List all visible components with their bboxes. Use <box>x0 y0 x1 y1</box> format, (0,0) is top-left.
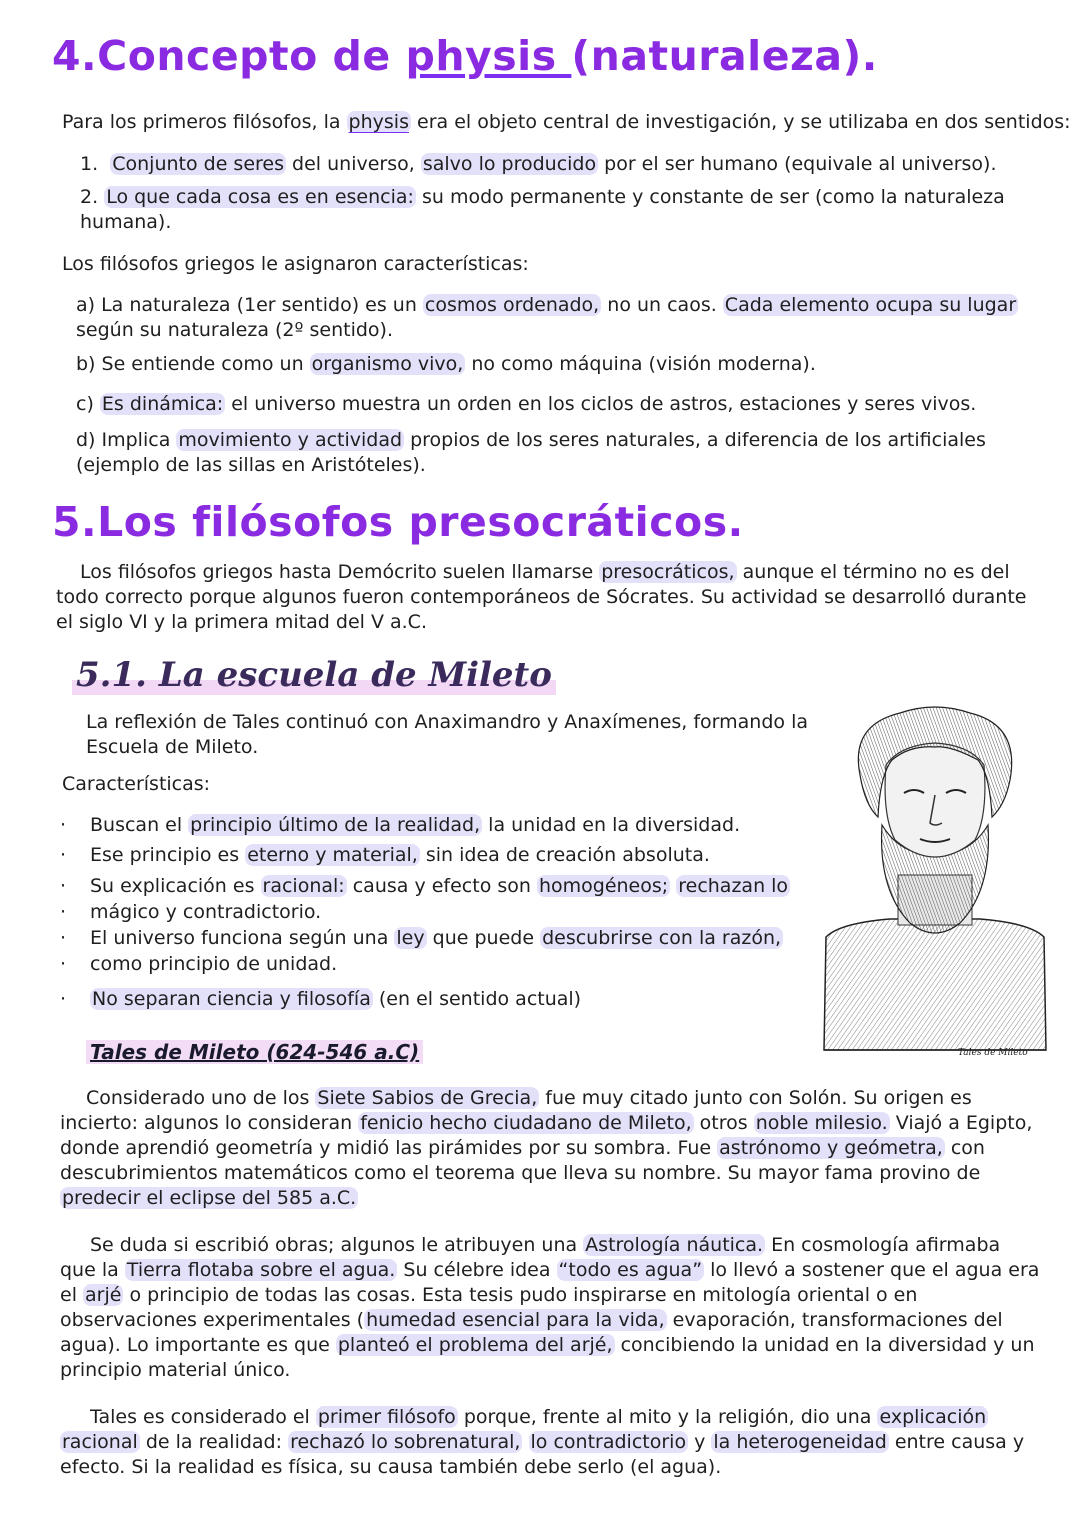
tales-p2-l2: que la Tierra flotaba sobre el agua. Su célebre idea “todo es agua” lo llevó a sostener que el agua era <box>60 1259 1040 1281</box>
title-text-end: (naturaleza). <box>571 32 878 80</box>
title-text: Concepto de <box>97 32 406 80</box>
tales-p2-l6: principio material único. <box>60 1359 291 1381</box>
characteristic-a: a) La naturaleza (1er sentido) es un cosmos ordenado, no un caos. Cada elemento ocupa su lugar <box>76 294 1017 316</box>
list-item: 1. Conjunto de seres del universo, salvo lo producido por el ser humano (equivale al universo). <box>80 153 997 175</box>
mileto-intro-l2: Escuela de Mileto. <box>86 736 259 758</box>
bullet-item-5: No separan ciencia y filosofía (en el sentido actual) <box>92 988 582 1010</box>
characteristic-c: c) Es dinámica: el universo muestra un orden en los ciclos de astros, estaciones y seres vivos. <box>76 393 977 415</box>
tales-p1-l3: donde aprendió geometría y midió las pirámides por su sombra. Fue astrónomo y geómetra, con <box>60 1137 985 1159</box>
bullet-item-4-continued: como principio de unidad. <box>90 953 338 975</box>
characteristics-intro: Los filósofos griegos le asignaron características: <box>62 253 529 275</box>
tales-p2-l4: observaciones experimentales ( humedad esencial para la vida, evaporación, transformaciones del <box>60 1309 1003 1331</box>
characteristic-d-continued: (ejemplo de las sillas en Aristóteles). <box>76 454 426 476</box>
tales-bust-illustration <box>820 705 1048 1055</box>
tales-p1-l2: incierto: algunos lo consideran fenicio hecho ciudadano de Mileto, otros noble milesio. Viajó a Egipto, <box>60 1112 1033 1134</box>
bullet: · <box>60 927 67 949</box>
tales-heading: Tales de Mileto (624-546 a.C) <box>86 1040 423 1064</box>
characteristic-a-continued: según su naturaleza (2º sentido). <box>76 319 393 341</box>
bullet-item-4: El universo funciona según una ley que puede descubrirse con la razón, <box>90 927 782 949</box>
bullet: · <box>60 875 67 897</box>
characteristics-label: Características: <box>62 773 211 795</box>
list-item-continued: humana). <box>80 211 172 233</box>
tales-p3-l3: efecto. Si la realidad es física, su causa también debe serlo (el agua). <box>60 1456 722 1478</box>
tales-p2-l5: agua). Lo importante es que planteó el problema del arjé, concibiendo la unidad en la diversidad y un <box>60 1334 1035 1356</box>
tales-p3-l1: Tales es considerado el primer filósofo porque, frente al mito y la religión, dio una explicación <box>90 1406 987 1428</box>
section-5-intro-l3: el siglo VI y la primera mitad del V a.C. <box>56 611 427 633</box>
tales-p2-l3: el arjé o principio de todas las cosas. Esta tesis pudo inspirarse en mitología oriental o en <box>60 1284 918 1306</box>
characteristic-b: b) Se entiende como un organismo vivo, no como máquina (visión moderna). <box>76 353 816 375</box>
bullet-item-2: Ese principio es eterno y material, sin idea de creación absoluta. <box>90 844 710 866</box>
characteristic-d: d) Implica movimiento y actividad propios de los seres naturales, a diferencia de los artificiales <box>76 429 986 451</box>
section-5-1-title: 5.1. La escuela de Mileto <box>72 655 556 695</box>
bullet-item-3-continued: mágico y contradictorio. <box>90 901 322 923</box>
tales-p1-l1: Considerado uno de los Siete Sabios de Grecia, fue muy citado junto con Solón. Su origen es <box>86 1087 972 1109</box>
list-item: 2. Lo que cada cosa es en esencia: su modo permanente y constante de ser (como la naturaleza <box>80 186 1005 208</box>
section-number: 4. <box>52 32 98 80</box>
tales-p2-l1: Se duda si escribió obras; algunos le atribuyen una Astrología náutica. En cosmología afirmaba <box>90 1234 1001 1256</box>
bullet-item-3: Su explicación es racional: causa y efecto son homogéneos; rechazan lo <box>90 875 789 897</box>
title-physis: physis <box>405 32 572 80</box>
tales-p3-l2: racional de la realidad: rechazó lo sobrenatural, lo contradictorio y la heterogeneidad entre causa y <box>62 1431 1025 1453</box>
bullet: · <box>60 988 67 1010</box>
bullet-item-1: Buscan el principio último de la realidad, la unidad en la diversidad. <box>90 814 741 836</box>
bullet: · <box>60 953 67 975</box>
mileto-intro: La reflexión de Tales continuó con Anaximandro y Anaxímenes, formando la <box>86 711 808 733</box>
section-5-title: 5.Los filósofos presocráticos. <box>52 498 744 546</box>
section-5-intro: Los filósofos griegos hasta Demócrito suelen llamarse presocráticos, aunque el término no es del <box>80 561 1010 583</box>
tales-p1-l5: predecir el eclipse del 585 a.C. <box>62 1187 357 1209</box>
section-4-intro: Para los primeros filósofos, la physis era el objeto central de investigación, y se utilizaba en dos sentidos: <box>62 111 1071 133</box>
bullet: · <box>60 901 67 923</box>
physis-term: physis <box>348 111 409 133</box>
bullet: · <box>60 844 67 866</box>
tales-p1-l4: descubrimientos matemáticos como el teorema que lleva su nombre. Su mayor fama provino de <box>60 1162 981 1184</box>
section-4-title <box>52 32 878 80</box>
bust-caption: Tales de Mileto <box>958 1048 1028 1058</box>
bullet: · <box>60 814 67 836</box>
section-5-intro-l2: todo correcto porque algunos fueron contemporáneos de Sócrates. Su actividad se desarrolló durante <box>56 586 1027 608</box>
